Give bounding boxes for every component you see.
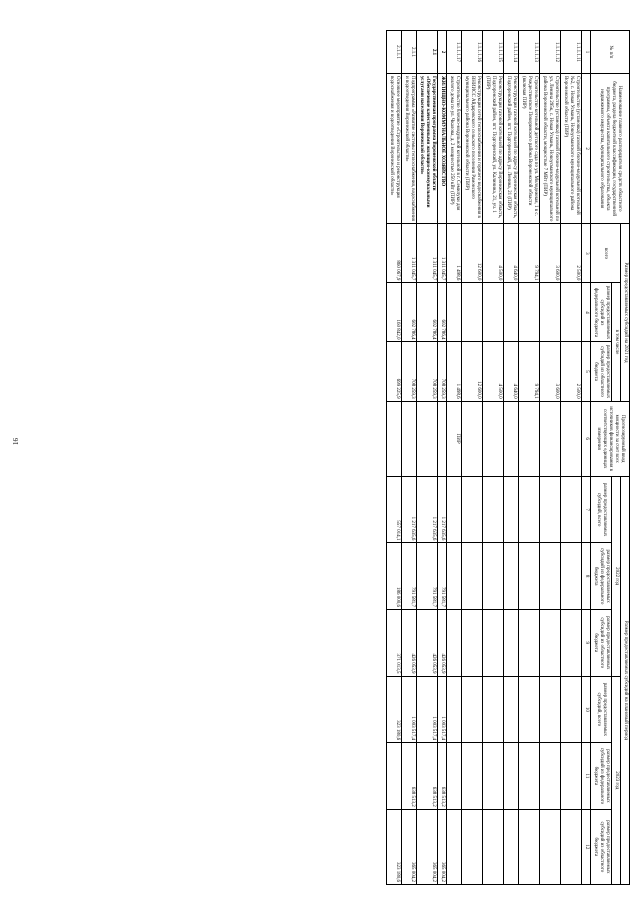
row-regional-2022 (519, 609, 540, 676)
row-total-2022 (462, 476, 483, 543)
row-capacity (462, 401, 483, 476)
row-name: Реконструкция сетей теплоснабжения и горячего водоснабжения в ВНИИСС Айдаровского сельского поселения Рамонского муниципального района Воронежской области (ПИР) (462, 73, 483, 223)
col-total-2021: всего (591, 224, 621, 283)
row-total-2022: 1 217 635,6 (417, 476, 438, 543)
row-total-2023 (462, 676, 483, 743)
row-regional-2021: 1 498,6 (447, 342, 462, 401)
table-row (540, 31, 561, 885)
row-regional-2023 (483, 809, 504, 884)
row-name: Подпрограмма «Развитие системы теплоснабжения, водоснабжения и водоотведения Воронежской области» (402, 73, 417, 223)
row-federal-2023: 638 513,2 (402, 743, 417, 810)
col-regional-2023: размер предоставляемых субсидий из областного бюджета (591, 809, 612, 884)
table-row (438, 31, 447, 885)
row-federal-2023: 638 513,2 (438, 743, 447, 810)
table-row (387, 31, 402, 885)
row-total-2023 (519, 676, 540, 743)
row-regional-2023 (540, 809, 561, 884)
row-federal-2021 (504, 283, 519, 342)
row-federal-2022 (540, 543, 561, 610)
col-federal-2021: размер предоставляемых субсидий из федерального бюджета (591, 283, 612, 342)
row-regional-2022 (540, 609, 561, 676)
row-capacity: ПИР (447, 401, 462, 476)
row-name: Строительство (установка) газовой блочно-модульной котельной по ул. Ленина 295к, с. Новая Усмань, Новоусманского муниципального района Воронежской области, мощностью 7 МВт (ПИР) (540, 73, 561, 223)
col-regional-2021: размер предоставляемых субсидий из областного бюджета (591, 342, 612, 401)
row-federal-2021 (519, 283, 540, 342)
row-federal-2021 (462, 283, 483, 342)
row-regional-2021: 708 259,3 (402, 342, 417, 401)
column-number: 3 (582, 224, 591, 283)
row-number: 2 (438, 31, 447, 74)
row-number: 1.1.1.1.16 (462, 31, 483, 74)
row-regional-2022: 371 013,5 (387, 609, 402, 676)
row-federal-2023 (519, 743, 540, 810)
row-name: Строительство котельной детского сада по ул. Молодежная, 1 в с. Рождественское Поворинского района Воронежской области (включая ПИР) (519, 73, 540, 223)
row-federal-2022: 791 581,7 (438, 543, 447, 610)
col-2023: 2023 год (612, 676, 621, 884)
row-regional-2021: 9 794,1 (519, 342, 540, 401)
table-row (447, 31, 462, 885)
row-total-2023: 1 003 517,4 (402, 676, 417, 743)
column-number: 8 (582, 543, 591, 610)
column-number: 7 (582, 476, 591, 543)
row-federal-2023 (483, 743, 504, 810)
col-capacity: Прогнозируемый ввод мощности за счет всех источников финансирования в соответствующих единицах измерения (591, 401, 630, 476)
row-total-2023: 1 003 517,4 (438, 676, 447, 743)
row-name: Строительство блочно-модульной котельной в г. Семилуки для жилого дома по ул. Чкалова, д. 2 мощностью 250 кВт (ПИР) (447, 73, 462, 223)
column-number: 4 (582, 283, 591, 342)
row-regional-2021: 4 500,0 (483, 342, 504, 401)
row-total-2022: 557 014,1 (387, 476, 402, 543)
row-total-2022: 1 217 635,6 (438, 476, 447, 543)
row-total-2023 (540, 676, 561, 743)
table-row (402, 31, 417, 885)
row-federal-2022 (519, 543, 540, 610)
row-federal-2023 (387, 743, 402, 810)
row-total-2021: 12 600,0 (462, 224, 483, 283)
row-federal-2022: 791 581,7 (402, 543, 417, 610)
row-total-2022 (561, 476, 582, 543)
row-regional-2023 (462, 809, 483, 884)
row-number: 1.1.1.1.12 (540, 31, 561, 74)
page-number: 16 (12, 438, 20, 445)
row-federal-2021 (447, 283, 462, 342)
row-federal-2023 (561, 743, 582, 810)
row-regional-2023: 365 004,2 (438, 809, 447, 884)
row-total-2021: 4 500,0 (483, 224, 504, 283)
row-federal-2023 (504, 743, 519, 810)
row-regional-2021: 2 500,0 (561, 342, 582, 401)
table-row (519, 31, 540, 885)
row-regional-2023: 323 180,6 (387, 809, 402, 884)
table-row (462, 31, 483, 885)
row-capacity (540, 401, 561, 476)
row-total-2023 (447, 676, 462, 743)
row-capacity (561, 401, 582, 476)
row-capacity (402, 401, 417, 476)
row-total-2021: 2 500,0 (561, 224, 582, 283)
row-number: 2.1.1.1 (387, 31, 402, 74)
row-name: Основное мероприятие «Строительство и реконструкция водоснабжения и водоотведения Воронежской области» (387, 73, 402, 223)
row-federal-2022: 186 000,6 (387, 543, 402, 610)
row-federal-2021 (561, 283, 582, 342)
row-regional-2022 (561, 609, 582, 676)
row-capacity (483, 401, 504, 476)
row-federal-2022 (447, 543, 462, 610)
column-number: 1 (582, 31, 591, 74)
row-regional-2022: 426 053,9 (438, 609, 447, 676)
row-federal-2023: 638 513,2 (417, 743, 438, 810)
column-numbers-row (582, 31, 591, 885)
rotated-page (386, 30, 630, 885)
column-number: 12 (582, 809, 591, 884)
row-name: Строительство (установка) газовой блочно-модульной котельной №2, с. Новая Усмань, Новоусманского муниципального района Воронежской области (ПИР) (561, 73, 582, 223)
row-capacity (438, 401, 447, 476)
row-total-2023 (561, 676, 582, 743)
row-federal-2021: 602 786,4 (417, 283, 438, 342)
row-regional-2023: 365 004,2 (402, 809, 417, 884)
table-header (582, 31, 630, 885)
row-federal-2021 (540, 283, 561, 342)
col-total-2022: размер предоставляемых субсидий, всего (591, 476, 612, 543)
row-regional-2021: 12 600,0 (462, 342, 483, 401)
row-capacity (519, 401, 540, 476)
row-number: 2.1 (417, 31, 438, 74)
row-total-2021: 860 067,9 (387, 224, 402, 283)
row-total-2022 (519, 476, 540, 543)
col-name: Наименование главного распорядителя средств областного бюджета, раздела бюджетной классификации, государственной программы, объекта капитального строительства, объекта недвижимого имущества, муниципального образования (591, 73, 630, 223)
col-subsidies-2021: Размер предоставляемых субсидий на 2021 год (621, 224, 630, 401)
col-total-2023: размер предоставляемых субсидий, всего (591, 676, 612, 743)
row-regional-2023 (504, 809, 519, 884)
row-federal-2021 (483, 283, 504, 342)
col-no: № п/п (591, 31, 630, 74)
row-total-2021: 3 600,0 (540, 224, 561, 283)
row-total-2021: 1 498,6 (447, 224, 462, 283)
row-total-2023: 323 180,6 (387, 676, 402, 743)
row-total-2021: 9 794,1 (519, 224, 540, 283)
row-federal-2022 (483, 543, 504, 610)
column-number: 9 (582, 609, 591, 676)
row-regional-2023 (561, 809, 582, 884)
col-federal-2023: размер предоставляемых субсидий из федерального бюджета (591, 743, 612, 810)
row-total-2023 (504, 676, 519, 743)
row-federal-2021: 602 786,4 (438, 283, 447, 342)
row-regional-2022 (447, 609, 462, 676)
row-total-2022 (504, 476, 519, 543)
row-federal-2022: 791 581,7 (417, 543, 438, 610)
row-capacity (417, 401, 438, 476)
row-regional-2022: 426 053,9 (417, 609, 438, 676)
col-planned: Размер предоставляемых субсидий на плановый период (621, 476, 630, 884)
row-regional-2022: 426 053,9 (402, 609, 417, 676)
row-regional-2023: 365 004,2 (417, 809, 438, 884)
row-name: Реконструкция газовой котельной по адресу Воронежская область, Подгоренский район, пгт. Подгоренский, ул. Калинина, 21, уч. 1 (ПИР) (483, 73, 504, 223)
row-total-2022: 1 217 635,6 (402, 476, 417, 543)
row-regional-2022 (483, 609, 504, 676)
row-capacity (504, 401, 519, 476)
row-regional-2022 (504, 609, 519, 676)
col-including: в том числе (612, 283, 621, 401)
row-regional-2023 (447, 809, 462, 884)
row-federal-2023 (540, 743, 561, 810)
subsidies-table (386, 30, 630, 885)
column-number: 2 (582, 73, 591, 223)
row-total-2022 (540, 476, 561, 543)
row-total-2022 (483, 476, 504, 543)
col-regional-2022: размер предоставляемых субсидий из областного бюджета (591, 609, 612, 676)
row-number: 1.1.1.1.17 (447, 31, 462, 74)
row-regional-2021: 3 600,0 (540, 342, 561, 401)
row-federal-2021: 160 842,0 (387, 283, 402, 342)
row-total-2023 (483, 676, 504, 743)
row-total-2021: 1 311 045,7 (417, 224, 438, 283)
column-number: 10 (582, 676, 591, 743)
row-total-2021: 1 311 045,7 (402, 224, 417, 283)
row-name: ЖИЛИЩНО-КОММУНАЛЬНОЕ ХОЗЯЙСТВО (438, 73, 447, 223)
row-number: 1.1.1.1.14 (504, 31, 519, 74)
row-number: 2.1.1 (402, 31, 417, 74)
row-number: 1.1.1.1.15 (483, 31, 504, 74)
row-name: Реконструкция газовой котельной по адресу Воронежская область, Подгоренский район, пгт. Подгоренский, ул. Ленина, 21 (ПИР) (504, 73, 519, 223)
column-number: 6 (582, 401, 591, 476)
row-federal-2022 (504, 543, 519, 610)
row-number: 1.1.1.1.13 (519, 31, 540, 74)
row-regional-2021: 708 259,3 (417, 342, 438, 401)
table-row (561, 31, 582, 885)
row-federal-2023 (447, 743, 462, 810)
row-federal-2022 (561, 543, 582, 610)
row-regional-2021: 708 259,3 (438, 342, 447, 401)
row-total-2021: 1 311 045,7 (438, 224, 447, 283)
col-2022: 2022 год (612, 476, 621, 676)
row-capacity (387, 401, 402, 476)
row-federal-2022 (462, 543, 483, 610)
table-row (417, 31, 438, 885)
row-total-2022 (447, 476, 462, 543)
table-row (504, 31, 519, 885)
row-federal-2021: 602 786,4 (402, 283, 417, 342)
col-federal-2022: размер предоставляемых субсидий из федерального бюджета (591, 543, 612, 610)
table-row (483, 31, 504, 885)
row-total-2023: 1 003 517,4 (417, 676, 438, 743)
row-regional-2021: 4 640,0 (504, 342, 519, 401)
row-regional-2022 (462, 609, 483, 676)
row-regional-2021: 699 225,9 (387, 342, 402, 401)
column-number: 5 (582, 342, 591, 401)
column-number: 11 (582, 743, 591, 810)
table-body (387, 31, 582, 885)
row-federal-2023 (462, 743, 483, 810)
row-regional-2023 (519, 809, 540, 884)
row-total-2021: 4 640,0 (504, 224, 519, 283)
row-name: Государственная программа Воронежской области «Обеспечение качественными жилищно-коммунальными услугами населения Воронежской области» (417, 73, 438, 223)
row-number: 1.1.1.1.11 (561, 31, 582, 74)
